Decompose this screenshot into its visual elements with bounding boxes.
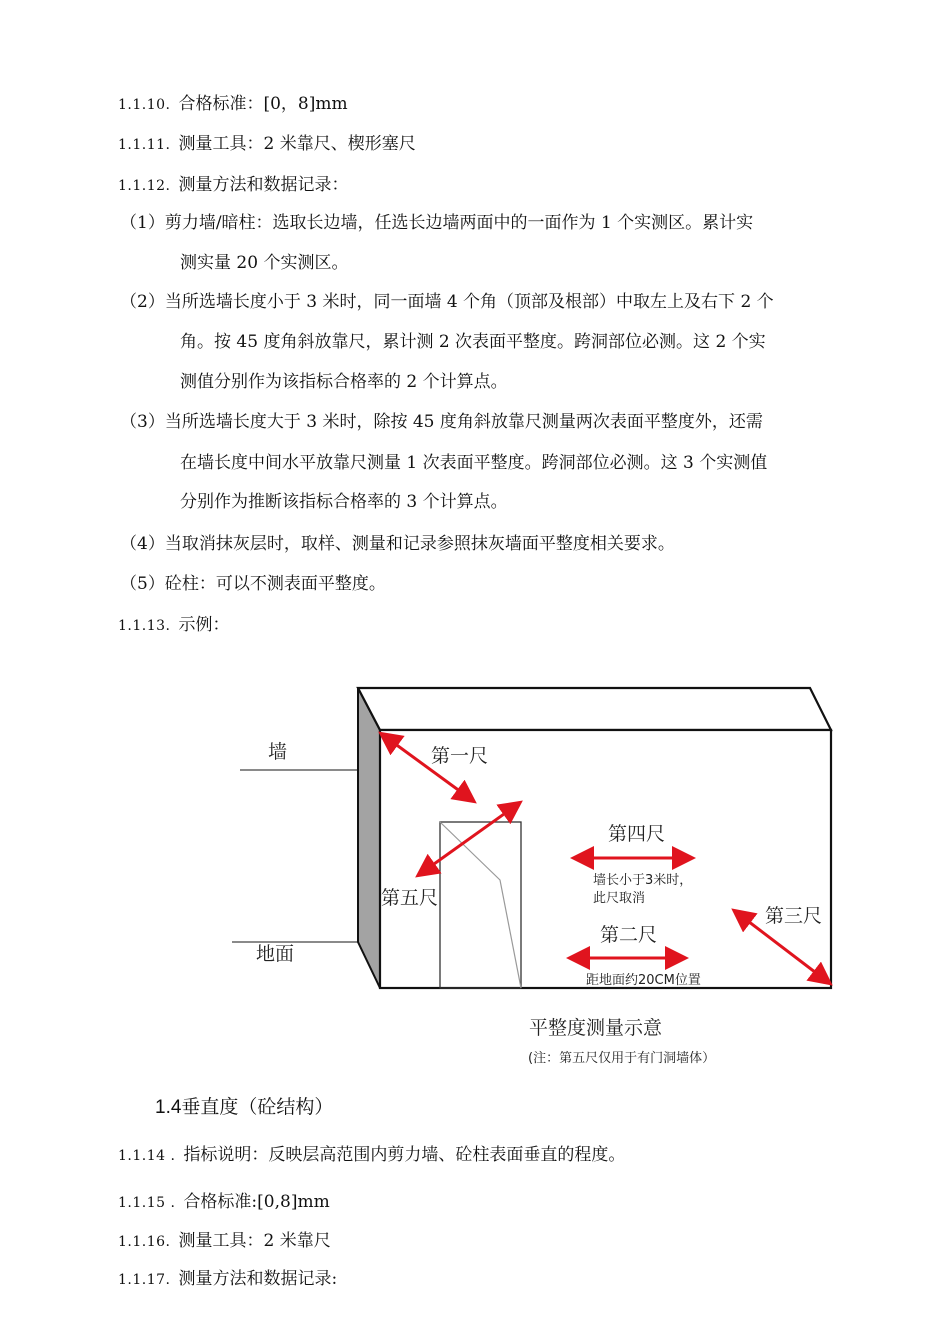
method-2-line-1: （2）当所选墙长度小于 3 米时，同一面墙 4 个角（顶部及根部）中取左上及右下 2 个 <box>120 292 774 312</box>
ground-label: 地面 <box>256 943 295 965</box>
ruler-2-note: 距地面约20CM位置 <box>586 973 701 988</box>
ruler-4-note-line-1: 墙长小于3米时， <box>593 873 693 888</box>
wall-label: 墙 <box>268 741 288 763</box>
ruler-5-label: 第五尺 <box>381 887 439 909</box>
item-text: 示例： <box>178 615 230 635</box>
figure-caption: 平整度测量示意 <box>529 1017 663 1039</box>
item-text: 测量方法和数据记录: <box>178 1269 338 1289</box>
method-3-line-3: 分别作为推断该指标合格率的 3 个计算点。 <box>180 492 508 512</box>
method-2-line-2: 角。按 45 度角斜放靠尺，累计测 2 次表面平整度。跨洞部位必测。这 2 个实 <box>180 332 766 352</box>
section-title: 垂直度（砼结构） <box>181 1096 334 1118</box>
method-3-line-2: 在墙长度中间水平放靠尺测量 1 次表面平整度。跨洞部位必测。这 3 个实测值 <box>180 453 768 473</box>
item-number: 1.1.15 . <box>118 1195 176 1211</box>
section-heading <box>155 1094 333 1121</box>
method-4-line-1: （4）当取消抹灰层时，取样、测量和记录参照抹灰墙面平整度相关要求。 <box>120 534 675 554</box>
item-text: 测量工具：2 米靠尺 <box>178 1231 331 1251</box>
item-number: 1.1.13. <box>118 618 171 634</box>
item-1-1-17 <box>118 1268 337 1291</box>
wall-top-face <box>358 688 831 730</box>
item-number: 1.1.10. <box>118 97 171 113</box>
figure-caption-note: (注：第五尺仅用于有门洞墙体） <box>528 1051 716 1066</box>
item-number: 1.1.11. <box>118 137 171 153</box>
item-text: 合格标准:[0,8]mm <box>183 1192 330 1212</box>
ruler-2-label: 第二尺 <box>600 924 658 946</box>
ruler-1-label: 第一尺 <box>431 745 489 767</box>
item-text: 测量工具：2 米靠尺、楔形塞尺 <box>178 134 416 154</box>
item-text: 合格标准：[0，8]mm <box>178 94 348 114</box>
item-number: 1.1.14 . <box>118 1148 176 1164</box>
item-number: 1.1.12. <box>118 178 171 194</box>
item-1-1-14 <box>118 1144 625 1167</box>
method-1-line-1: （1）剪力墙/暗柱：选取长边墙，任选长边墙两面中的一面作为 1 个实测区。累计实 <box>120 213 754 233</box>
ruler-4-label: 第四尺 <box>608 823 666 845</box>
item-1-1-15 <box>118 1191 330 1214</box>
method-2-line-3: 测值分别作为该指标合格率的 2 个计算点。 <box>180 372 508 392</box>
ruler-4-note-line-2: 此尺取消 <box>593 891 646 906</box>
item-1-1-16 <box>118 1230 331 1253</box>
item-number: 1.1.17. <box>118 1272 171 1288</box>
ruler-3-label: 第三尺 <box>765 905 823 927</box>
item-text: 测量方法和数据记录： <box>178 175 349 195</box>
item-text: 指标说明：反映层高范围内剪力墙、砼柱表面垂直的程度。 <box>183 1145 626 1165</box>
item-number: 1.1.16. <box>118 1234 171 1250</box>
wall-side-face <box>358 688 380 988</box>
method-3-line-1: （3）当所选墙长度大于 3 米时，除按 45 度角斜放靠尺测量两次表面平整度外，还需 <box>120 412 763 432</box>
section-number: 1.4 <box>155 1097 182 1118</box>
method-1-line-2: 测实量 20 个实测区。 <box>180 253 349 273</box>
method-5-line-1: （5）砼柱：可以不测表面平整度。 <box>120 574 386 594</box>
